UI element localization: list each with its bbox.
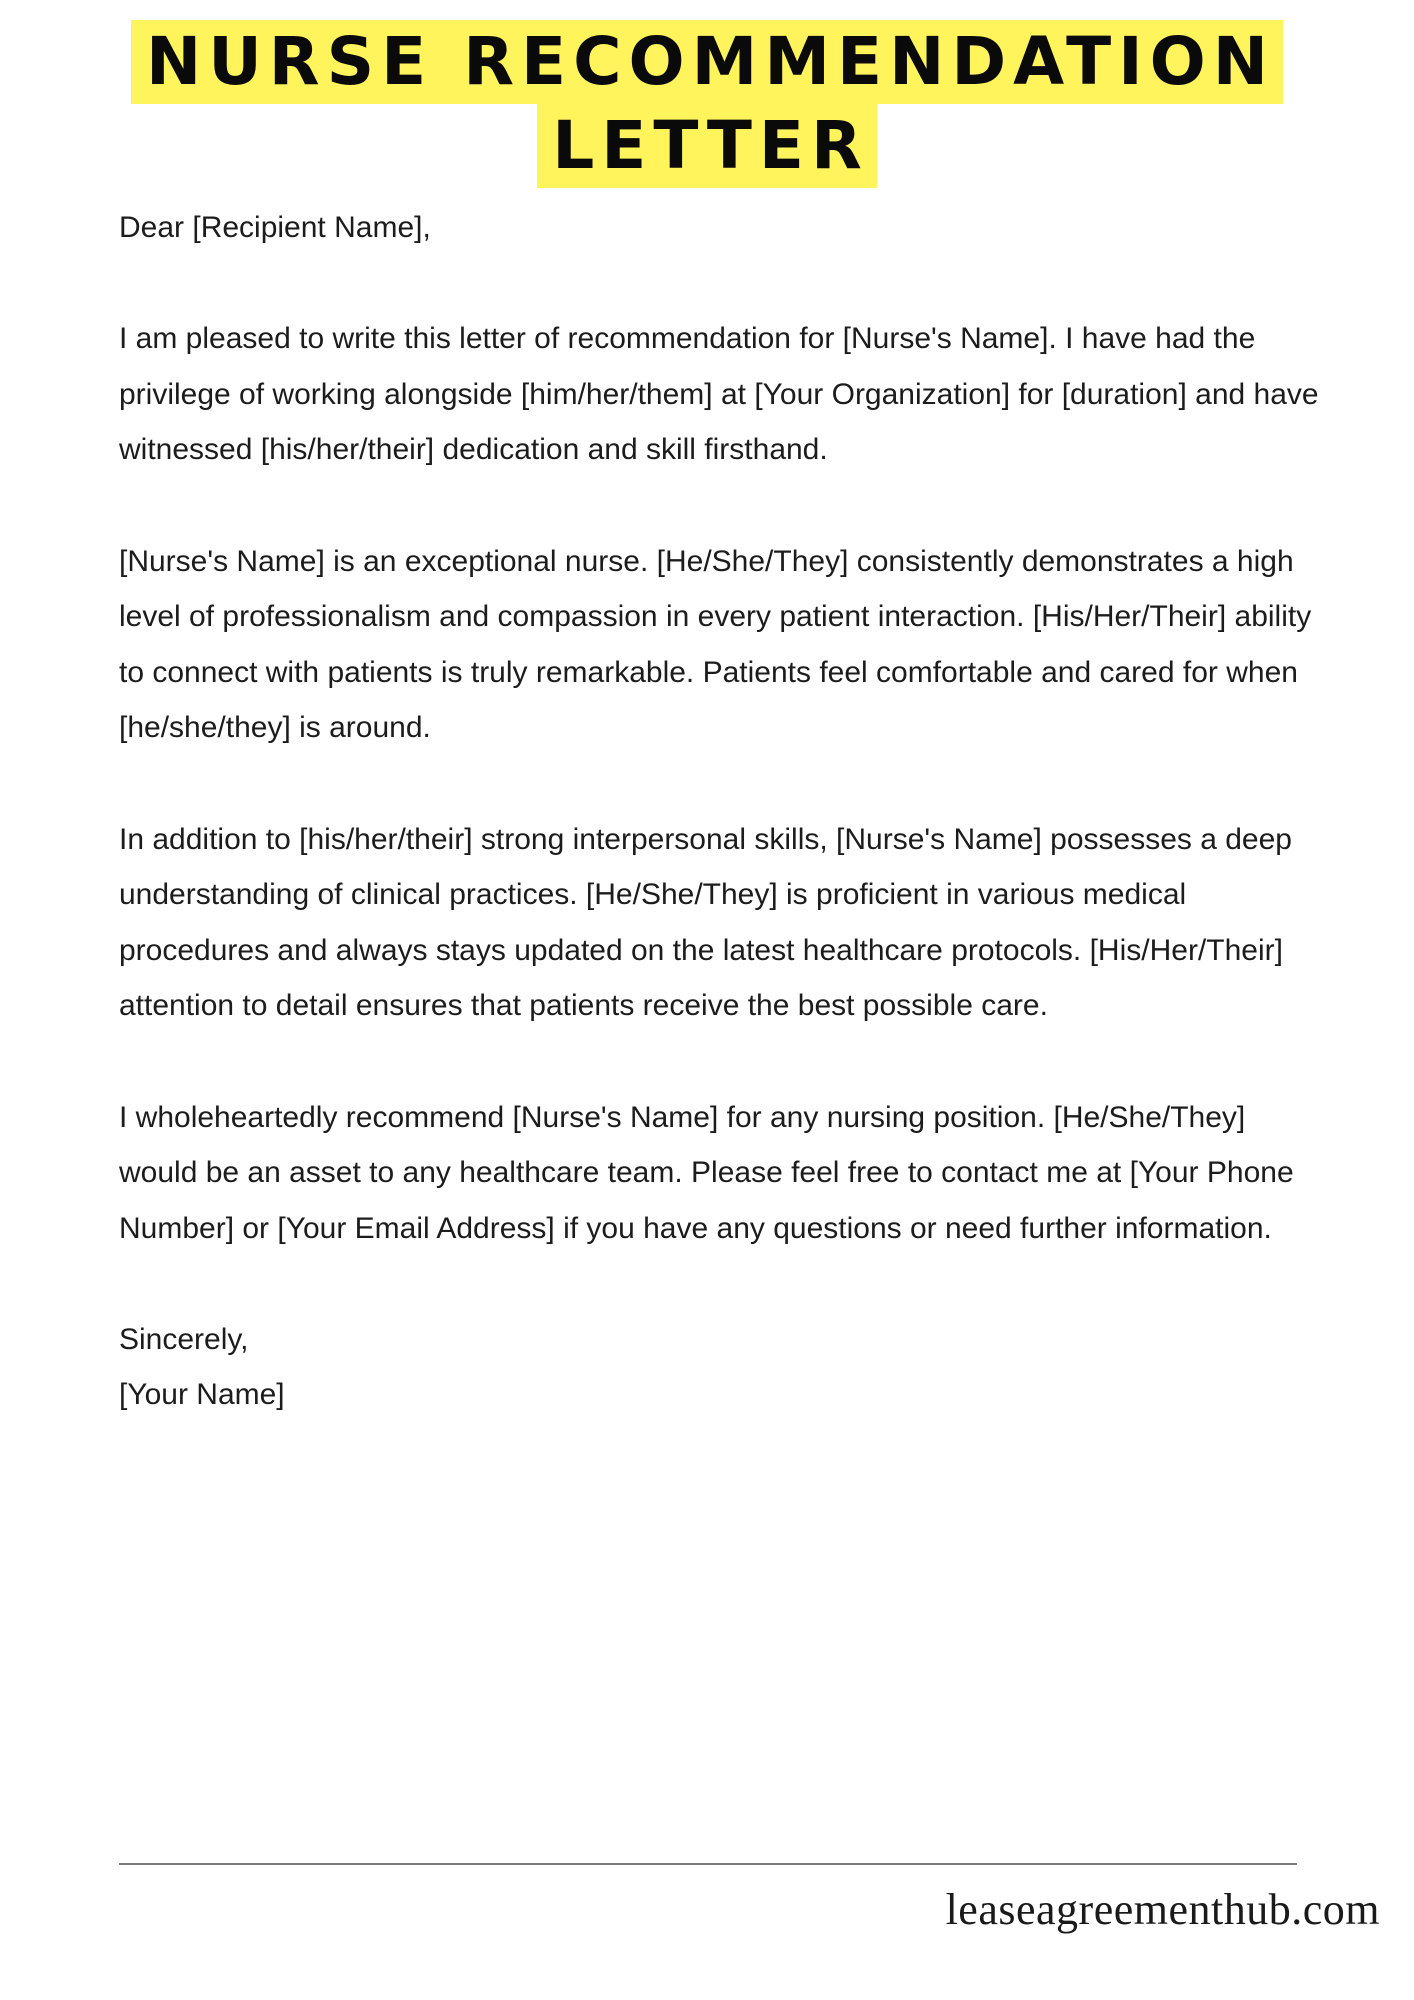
title-line-2: LETTER bbox=[537, 104, 877, 188]
footer-site-name: leaseagreementhub.com bbox=[945, 1885, 1380, 1934]
footer-divider bbox=[119, 1863, 1297, 1865]
paragraph-recommendation: I wholeheartedly recommend [Nurse's Name] for any nursing position. [He/She/They] would be an asset to any healthcare team. Please feel free to contact me at [Your Phone Number] or [Your Email Address] if you have any questions or need further information. bbox=[119, 1100, 1294, 1245]
paragraph-skills: In addition to [his/her/their] strong interpersonal skills, [Nurse's Name] possesses a deep understanding of clinical practices. [He/She/They] is proficient in various medical procedures and always stays updated on the latest healthcare protocols. [His/Her/Their] attention to detail ensures that patients receive the best possible care. bbox=[119, 822, 1292, 1023]
letter-body bbox=[119, 200, 1319, 1423]
title-line-1: NURSE RECOMMENDATION bbox=[131, 20, 1283, 104]
paragraph-qualities: [Nurse's Name] is an exceptional nurse. [He/She/They] consistently demonstrates a high level of professionalism and compassion in every patient interaction. [His/Her/Their] ability to connect with patients is truly remarkable. Patients feel comfortable and cared for when [he/she/they] is around. bbox=[119, 544, 1312, 745]
closing: Sincerely, bbox=[119, 1322, 249, 1356]
signature: [Your Name] bbox=[119, 1378, 285, 1412]
salutation: Dear [Recipient Name], bbox=[119, 211, 431, 244]
paragraph-intro: I am pleased to write this letter of recommendation for [Nurse's Name]. I have had the privilege of working alongside [him/her/them] at [Your Organization] for [duration] and have witnessed [his/her/their] dedication and skill firsthand. bbox=[119, 322, 1319, 467]
page-title bbox=[0, 20, 1414, 188]
